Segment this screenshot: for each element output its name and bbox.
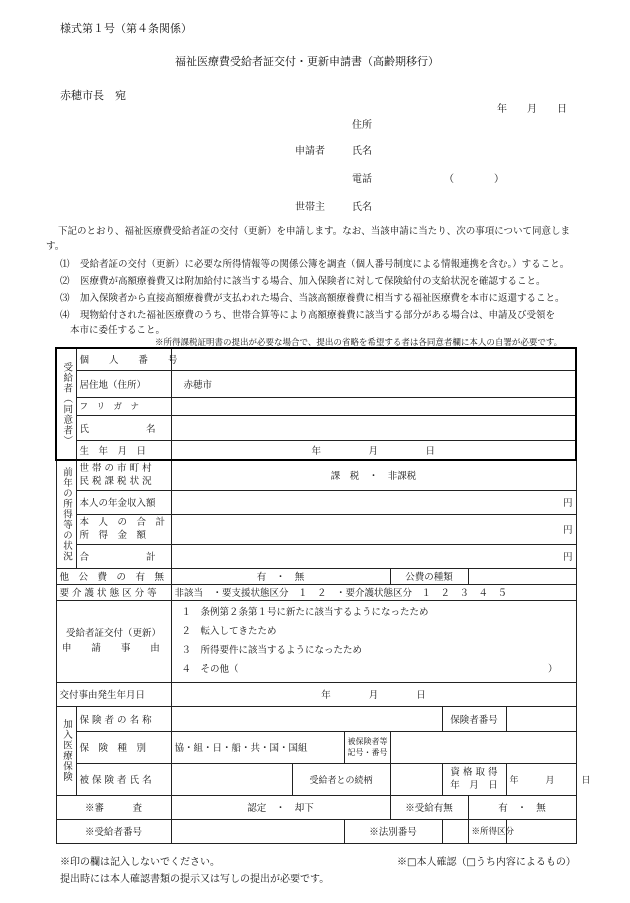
reason-option-1[interactable]: １ 条例第２条第１号に新たに該当するようになったため <box>181 607 429 618</box>
tax-certificate-note: ※所得課税証明書の提出が必要な場合で、提出の省略を希望する者は各同意者欄に本人の自署が必要です。 <box>155 338 563 348</box>
legal-number-label: ※法別番号 <box>344 819 442 843</box>
reason-options <box>171 600 576 682</box>
review-label: ※審 査 <box>56 795 171 819</box>
total-income-label <box>76 514 171 544</box>
consent-item-2: 医療費が高額療養費又は附加給付に該当する場合、加入保険者に対して保険給付の支給状況を確認すること。 <box>80 276 546 287</box>
care-level-label: 要 介 護 状 態 区 分 等 <box>56 584 171 600</box>
legal-number-field[interactable] <box>442 819 468 843</box>
total-income-label-line1: 本 人 の 合 計 <box>79 517 166 528</box>
total-income-field[interactable]: 円 <box>171 514 576 544</box>
consent-item-3: 加入保険者から直接高額療養費が支払われた場合、当該高額療養費に相当する福祉医療費を本市に返還すること。 <box>80 293 565 304</box>
public-expense-type-label: 公費の種類 <box>390 568 468 584</box>
consent-item-1: 受給者証の交付（更新）に必要な所得情報等の関係公簿を調査（個人番号制度による情報連携を含む。）すること。 <box>80 259 570 270</box>
has-certificate-field[interactable]: 有 ・ 無 <box>468 795 576 819</box>
reason-label-line1: 受給者証交付（更新） <box>65 628 161 639</box>
sum-field[interactable]: 円 <box>171 544 576 568</box>
householder-label: 世帯主 <box>295 202 325 213</box>
residence-field[interactable]: 赤穂市 <box>171 370 576 397</box>
qualification-date-field[interactable]: 年 月 日 <box>506 763 576 795</box>
identity-check[interactable]: ※□本人確認（□うち内容によるもの） <box>397 857 576 868</box>
insurer-name-label: 保 険 者 の 名 称 <box>76 706 171 731</box>
footer-note-1: ※印の欄は記入しないでください。 <box>60 857 220 868</box>
applicant-role-label: 申請者 <box>295 146 325 157</box>
applicant-phone-paren[interactable]: （ ） <box>444 174 504 185</box>
income-class-label: ※所得区分 <box>468 819 506 843</box>
reason-label-line2: 申 請 事 由 <box>61 643 166 654</box>
insured-symbol-label <box>344 731 390 763</box>
insurance-type-field[interactable]: 協・組・日・船・共・国・国組 <box>171 731 344 763</box>
personal-number-label: 個 人 番 号 <box>76 348 171 370</box>
furigana-field[interactable] <box>171 397 576 415</box>
applicant-phone-label: 電話 <box>352 174 372 185</box>
birth-date-label: 生 年 月 日 <box>76 440 171 460</box>
application-date[interactable]: 年 月 日 <box>497 104 567 115</box>
public-expense-type-field[interactable] <box>468 568 576 584</box>
application-form-table <box>55 347 591 844</box>
insurer-number-label: 保険者番号 <box>442 706 506 731</box>
form-number: 様式第１号（第４条関係） <box>60 22 192 35</box>
occurrence-date-label: 交付事由発生年月日 <box>56 682 171 706</box>
occurrence-date-field[interactable]: 年 月 日 <box>171 682 576 706</box>
qualification-date-label-line2: 年 月 日 <box>450 780 498 791</box>
consent-no-3: ⑶ <box>60 293 70 304</box>
insured-name-label: 被 保 険 者 氏 名 <box>76 763 171 795</box>
income-section-label: 前年の所得等の状況 <box>56 460 76 568</box>
tax-status-label <box>76 460 171 490</box>
residence-label: 居住地（住所） <box>76 370 171 397</box>
pension-income-label: 本人の年金収入額 <box>76 490 171 514</box>
applicant-address-label: 住所 <box>352 120 372 131</box>
insured-name-field[interactable] <box>171 763 292 795</box>
relation-field[interactable] <box>390 763 442 795</box>
consent-no-2: ⑵ <box>60 276 70 287</box>
addressee: 赤穂市長 宛 <box>60 89 126 102</box>
birth-date-field[interactable]: 年 月 日 <box>171 440 576 460</box>
recipient-name-label: 氏 名 <box>76 415 171 440</box>
recipient-name-field[interactable] <box>171 415 576 440</box>
insured-symbol-label-line2: 記号・番号 <box>347 748 388 757</box>
pension-income-field[interactable]: 円 <box>171 490 576 514</box>
insured-symbol-label-line1: 被保険者等 <box>347 737 388 746</box>
insured-symbol-field[interactable] <box>390 731 576 763</box>
reason-option-4[interactable] <box>182 660 573 679</box>
consent-item-4-cont: 本市に委任すること。 <box>70 325 166 336</box>
care-level-field[interactable]: 非該当 ・要支援状態区分 １ ２ ・要介護状態区分 １ ２ ３ ４ ５ <box>171 584 576 600</box>
reason-option-4-close: ） <box>547 664 558 675</box>
tax-status-label-line1: 世 帯 の 市 町 村 <box>79 463 152 475</box>
reason-option-3[interactable]: ３ 所得要件に該当するようになったため <box>181 645 363 656</box>
householder-name-label: 氏名 <box>352 202 372 213</box>
consent-no-1: ⑴ <box>60 259 70 270</box>
recipient-section-label: 受給者（同意者） <box>56 348 76 460</box>
footer-note-2: 提出時には本人確認書類の提示又は写しの提出が必要です。 <box>60 874 330 885</box>
certificate-number-field[interactable] <box>171 819 344 843</box>
reason-option-2[interactable]: ２ 転入してきたため <box>181 626 277 637</box>
personal-number-field[interactable] <box>171 348 576 370</box>
furigana-label: フ リ ガ ナ <box>76 397 171 415</box>
tax-status-field[interactable]: 課 税 ・ 非課税 <box>171 460 576 490</box>
qualification-date-label-line1: 資 格 取 得 <box>450 767 498 778</box>
relation-label: 受給者との続柄 <box>292 763 390 795</box>
insurer-number-field[interactable] <box>506 706 576 731</box>
insurer-name-field[interactable] <box>171 706 442 731</box>
insurance-section-label: 加入医療保険 <box>56 706 76 795</box>
public-expense-label: 他 公 費 の 有 無 <box>56 568 171 584</box>
sum-label: 合 計 <box>76 544 171 568</box>
income-class-field[interactable] <box>506 819 576 843</box>
insurance-type-label: 保 険 種 別 <box>76 731 171 763</box>
review-field[interactable]: 認定 ・ 却下 <box>171 795 390 819</box>
consent-no-4: ⑷ <box>60 310 70 321</box>
reason-option-4-text: ４ その他（ <box>181 664 239 675</box>
reason-label <box>56 600 171 682</box>
certificate-number-label: ※受給者番号 <box>56 819 171 843</box>
consent-item-4: 現物給付された福祉医療費のうち、世帯合算等により高額療養費に該当する部分がある場合は、申請及び受領を <box>80 310 556 321</box>
form-title: 福祉医療費受給者証交付・更新申請書（高齢期移行） <box>175 55 439 68</box>
public-expense-field[interactable]: 有 ・ 無 <box>171 568 390 584</box>
total-income-label-line2: 所 得 金 額 <box>79 530 147 541</box>
intro-paragraph: 下記のとおり、福祉医療費受給者証の交付（更新）を申請します。なお、当該申請に当たり、次の事項について同意します。 <box>46 226 571 252</box>
tax-status-label-line2: 民 税 課 税 状 況 <box>79 476 152 488</box>
applicant-name-label: 氏名 <box>352 146 372 157</box>
qualification-date-label <box>442 763 506 795</box>
has-certificate-label: ※受給有無 <box>390 795 468 819</box>
